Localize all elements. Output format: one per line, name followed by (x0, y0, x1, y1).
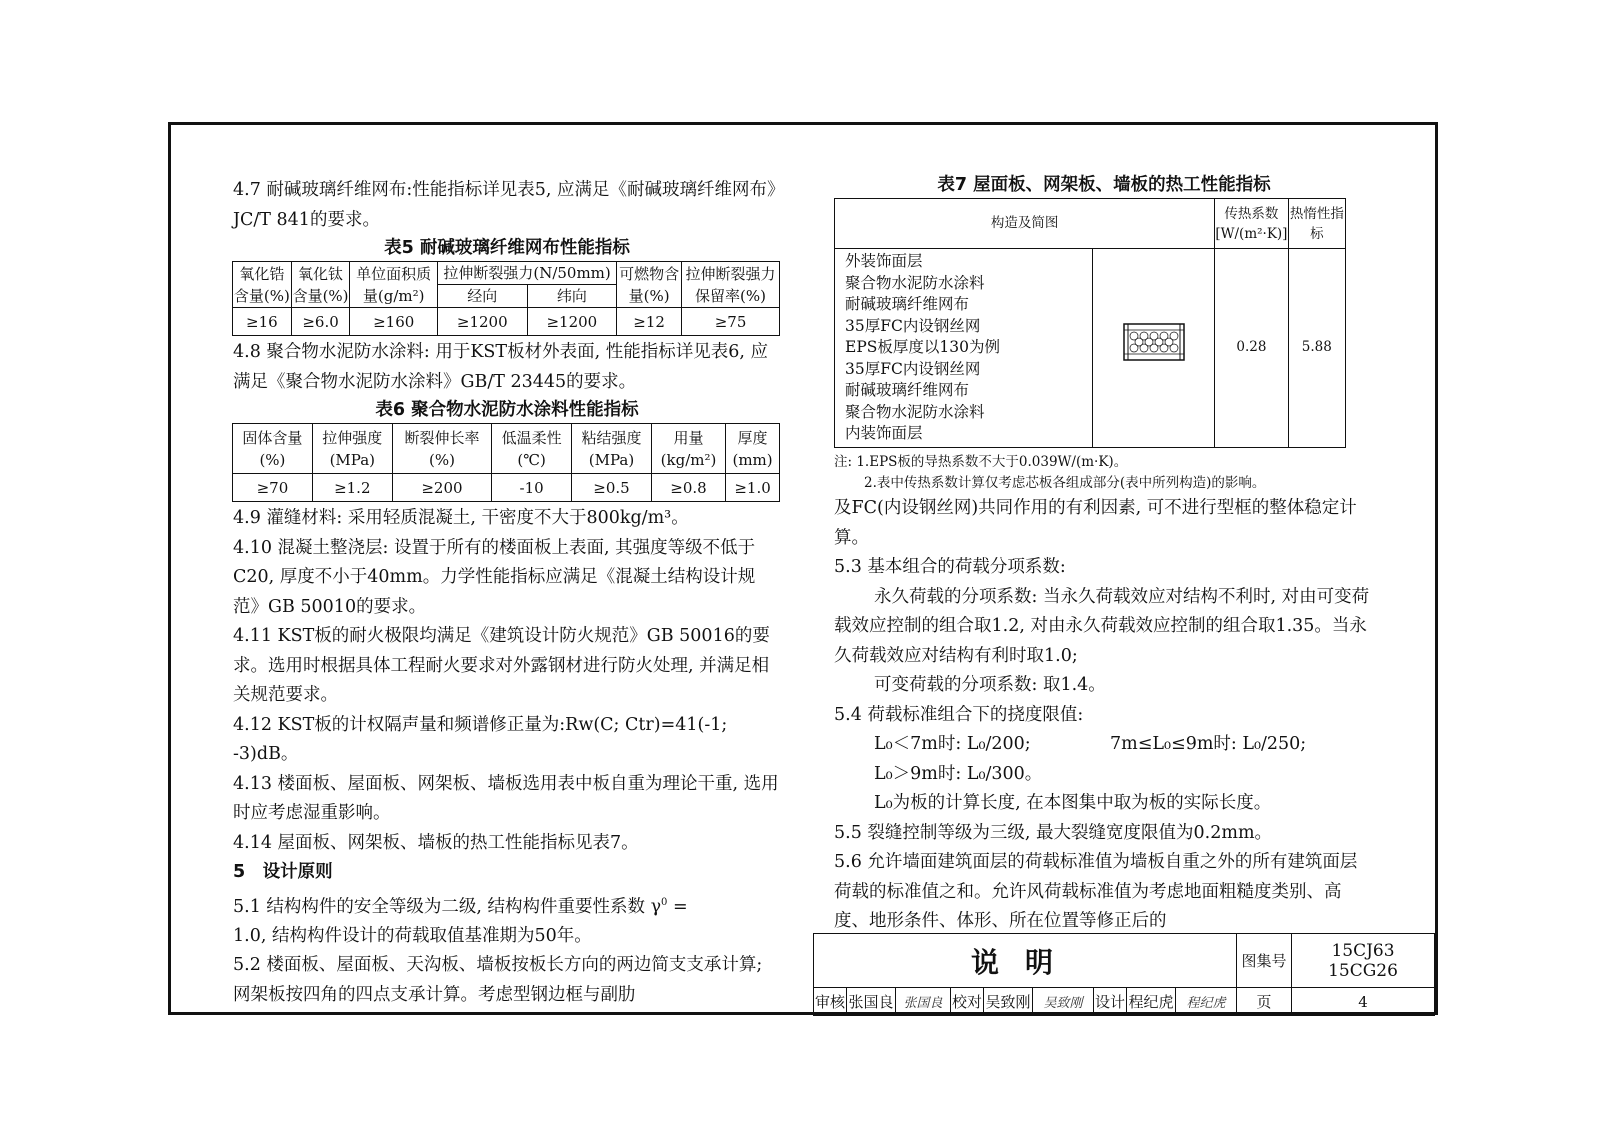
t5-h1: 氧化锆含量(%) (233, 262, 292, 308)
check-signature: 吴致刚 (1033, 988, 1094, 1016)
section-5-3-variable: 可变荷载的分项系数: 取1.4。 (874, 675, 1106, 695)
section-5-5: 5.5 裂缝控制等级为三级, 最大裂缝宽度限值为0.2mm。 (834, 822, 1273, 843)
section-5-4-limit3: L₀＞9m时: L₀/300。 (874, 763, 1043, 784)
t5-h5: 可燃物含量(%) (617, 262, 682, 308)
t5-cell: ≥6.0 (291, 308, 350, 336)
table6-title: 表6 聚合物水泥防水涂料性能指标 (375, 400, 639, 420)
designer-name: 程纪虎 (1127, 988, 1176, 1016)
sheet-title: 说明 (814, 934, 1237, 988)
t6-cell: -10 (492, 474, 572, 502)
page-number: 4 (1292, 988, 1435, 1016)
t5-h4: 拉伸断裂强力(N/50mm) (437, 262, 616, 285)
t6-header: 用量 (kg/m²) (651, 424, 725, 474)
panel-sketch-icon (1122, 322, 1186, 362)
section-4-10: 4.10 混凝土整浇层: 设置于所有的楼面板上表面, 其强度等级不低于C20, 厚度不小于40mm。力学性能指标应满足《混凝土结构设计规范》GB 50010的要求。 (233, 537, 756, 617)
section-5-4: 5.4 荷载标准组合下的挠度限值: (834, 704, 1084, 725)
t5-cell: ≥75 (682, 308, 780, 336)
section-4-7: 4.7 耐碱玻璃纤维网布:性能指标详见表5, 应满足《耐碱玻璃纤维网布》JC/T 841的要求。 (233, 180, 776, 230)
review-label: 审核 (814, 988, 847, 1016)
section-4-12: 4.12 KST板的计权隔声量和频谱修正量为:Rw(C; Ctr)=41(-1; -3)dB。 (233, 714, 728, 764)
review-signature: 张国良 (896, 988, 951, 1016)
note-2: 2.表中传热系数计算仅考虑芯板各组成部分(表中所列构造)的影响。 (864, 475, 1266, 491)
t6-header: 厚度 (mm) (726, 424, 780, 474)
right-column (834, 172, 1374, 937)
table5 (232, 261, 780, 336)
t5-h3: 单位面积质量(g/m²) (350, 262, 438, 308)
t5-h4a: 经向 (437, 285, 527, 308)
checker-name: 吴致刚 (984, 988, 1033, 1016)
t5-h6: 拉伸断裂强力保留率(%) (682, 262, 780, 308)
t6-header: 粘结强度 (MPa) (572, 424, 652, 474)
t5-cell: ≥160 (350, 308, 438, 336)
table5-title: 表5 耐碱玻璃纤维网布性能指标 (384, 238, 630, 258)
section-5-3: 5.3 基本组合的荷载分项系数: (834, 557, 1066, 577)
t5-cell: ≥1200 (527, 308, 617, 336)
t6-cell: ≥0.8 (651, 474, 725, 502)
section-5-2: 5.2 楼面板、屋面板、天沟板、墙板按板长方向的两边简支支承计算; 网架板按四角的四点支承计算。考虑型钢边框与副肋 (233, 955, 763, 1005)
section-5-heading: 5 设计原则 (233, 862, 333, 882)
t5-cell: ≥16 (233, 308, 292, 336)
section-4-9: 4.9 灌缝材料: 采用轻质混凝土, 干密度不大于800kg/m³。 (233, 508, 689, 528)
t6-header: 拉伸强度 (MPa) (312, 424, 392, 474)
t5-cell: ≥1200 (437, 308, 527, 336)
section-4-11: 4.11 KST板的耐火极限均满足《建筑设计防火规范》GB 50016的要求。选用时根据具体工程耐火要求对外露钢材进行防火处理, 并满足相关规范要求。 (233, 626, 770, 705)
page-label: 页 (1237, 988, 1292, 1016)
section-4-8: 4.8 聚合物水泥防水涂料: 用于KST板材外表面, 性能指标详见表6, 应满足《聚合物水泥防水涂料》GB/T 23445的要求。 (233, 342, 768, 392)
section-4-14: 4.14 屋面板、网架板、墙板的热工性能指标见表7。 (233, 832, 639, 853)
section-5-1: 5.1 结构构件的安全等级为二级, 结构构件重要性系数 $\gamma^0$ = 1.0, 结构构件设计的荷载取值基准期为50年。 (233, 896, 688, 946)
t6-header: 固体含量 (%) (233, 424, 313, 474)
table6 (232, 423, 780, 502)
t6-cell: ≥0.5 (572, 474, 652, 502)
design-label: 设计 (1094, 988, 1127, 1016)
note-1: 注: 1.EPS板的导热系数不大于0.039W/(m·K)。 (834, 454, 1128, 470)
reviewer-name: 张国良 (847, 988, 896, 1016)
t6-cell: ≥70 (233, 474, 313, 502)
t5-h2: 氧化钛含量(%) (291, 262, 350, 308)
title-block (813, 933, 1435, 1015)
design-signature: 程纪虎 (1176, 988, 1237, 1016)
t7-layers: 外装饰面层 聚合物水泥防水涂料 耐碱玻璃纤维网布 35厚FC内设钢丝网 EPS板厚度以130为例 35厚FC内设钢丝网 耐碱玻璃纤维网布 聚合物水泥防水涂料 内装饰面层 (835, 249, 1093, 448)
section-5-6: 5.6 允许墙面建筑面层的荷载标准值为墙板自重之外的所有建筑面层荷载的标准值之和。允许风荷载标准值为考虑地面粗糙度类别、高度、地形条件、体形、所在位置等修正后的 (834, 852, 1358, 931)
t6-header: 低温柔性 (℃) (492, 424, 572, 474)
t6-cell: ≥1.2 (312, 474, 392, 502)
section-5-4-limits: L₀＜7m时: L₀/200; 7m≤L₀≤9m时: L₀/250; (874, 734, 1307, 754)
para-continue: 及FC(内设钢丝网)共同作用的有利因素, 可不进行型框的整体稳定计算。 (834, 498, 1357, 548)
t6-header: 断裂伸长率 (%) (392, 424, 491, 474)
left-column (233, 176, 781, 1010)
t5-h4b: 纬向 (527, 285, 617, 308)
t6-cell: ≥1.0 (726, 474, 780, 502)
t7-d-value: 5.88 (1288, 249, 1345, 448)
section-4-13: 4.13 楼面板、屋面板、网架板、墙板选用表中板自重为理论干重, 选用时应考虑湿重影响。 (233, 773, 779, 823)
check-label: 校对 (951, 988, 984, 1016)
t5-cell: ≥12 (617, 308, 682, 336)
table7 (834, 198, 1346, 448)
t6-cell: ≥200 (392, 474, 491, 502)
t7-h1: 构造及简图 (835, 199, 1215, 249)
section-5-4-note: L₀为板的计算长度, 在本图集中取为板的实际长度。 (874, 793, 1272, 813)
table7-notes (834, 452, 1374, 494)
atlas-label: 图集号 (1237, 934, 1292, 988)
table7-title: 表7 屋面板、网架板、墙板的热工性能指标 (937, 175, 1271, 195)
t7-k-value: 0.28 (1215, 249, 1289, 448)
panel-section-sketch (1093, 249, 1215, 448)
atlas-number: 15CJ63 15CG26 (1292, 934, 1435, 988)
t7-h2: 传热系数[W/(m²·K)] (1215, 199, 1289, 249)
section-5-3-permanent: 永久荷载的分项系数: 当永久荷载效应对结构不利时, 对由可变荷载效应控制的组合取1.2, 对由永久荷载效应控制的组合取1.35。当永久荷载效应对结构有利时取1.0; (834, 586, 1370, 666)
t7-h3: 热惰性指标 (1288, 199, 1345, 249)
